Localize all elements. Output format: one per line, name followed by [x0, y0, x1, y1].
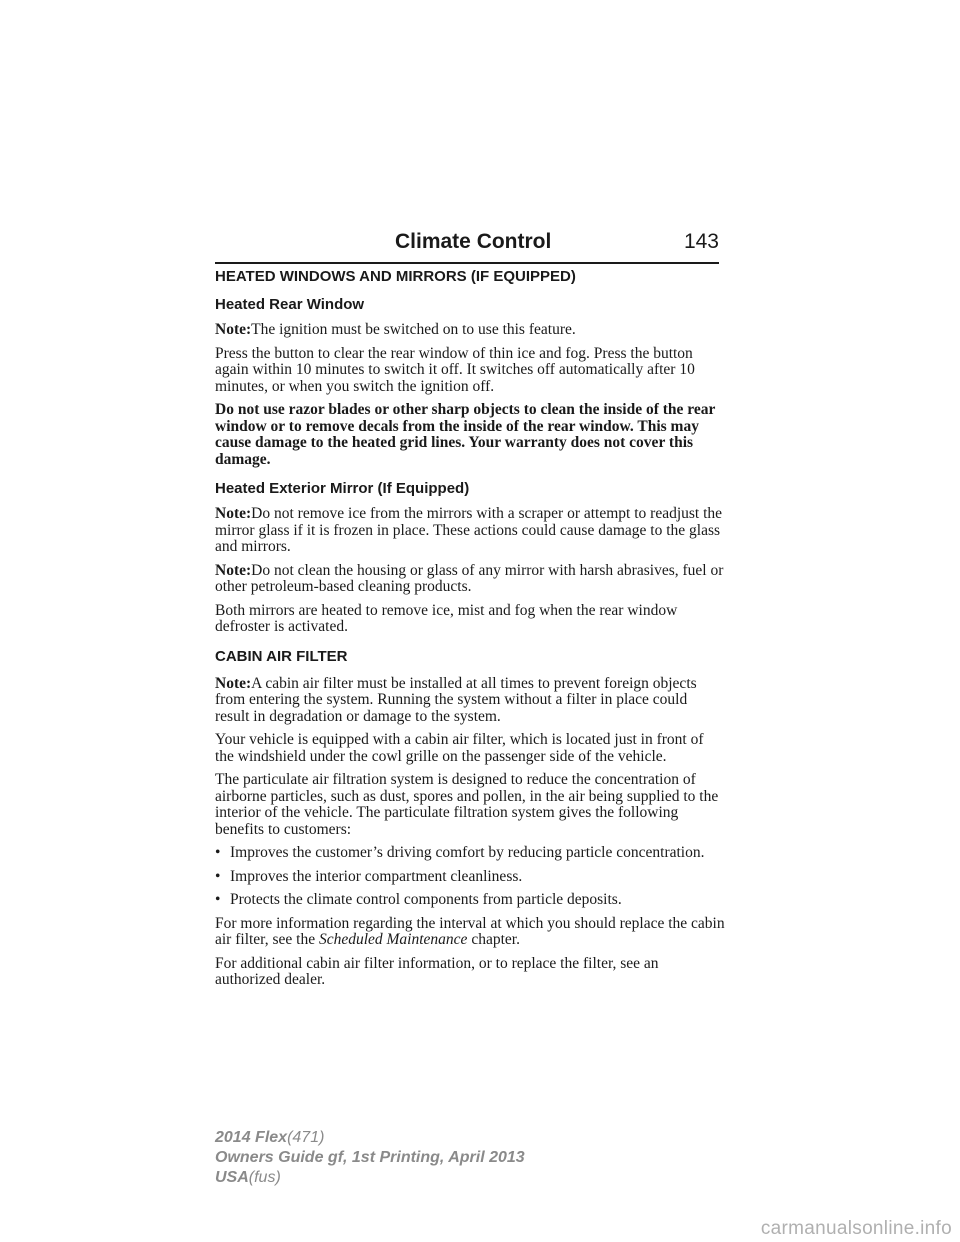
paragraph-filtration-system: The particulate air filtration system is designed to reduce the concentration of airborne particles, such as dust, spores and pollen, in the air being supplied to the interior of the vehicle. The particulate filtration system gives the following benefits to customers:: [215, 771, 719, 838]
benefits-list: [215, 845, 725, 909]
note-text: Do not remove ice from the mirrors with a scraper or attempt to readjust the mirror glass if it is frozen in place. These actions could cause damage to the glass and mirrors.: [215, 505, 723, 555]
list-item-text: Improves the customer’s driving comfort by reducing particle concentration.: [230, 844, 705, 861]
list-item: [215, 892, 725, 909]
footer-market-code: (fus): [248, 1169, 281, 1186]
text-start: For more information regarding the interval at which you should replace the cabin air filter, see the: [215, 914, 725, 948]
note-label: Note:: [215, 321, 252, 338]
note-harsh-abrasives: [215, 563, 725, 596]
note-text: A cabin air filter must be installed at all times to prevent foreign objects from entering the system. Running the system without a filter in place could result in degradation or damage to the system.: [215, 674, 697, 725]
footer-line-guide: Owners Guide gf, 1st Printing, April 2013: [215, 1149, 525, 1166]
page-content: [215, 268, 725, 996]
section-heading-cabin-air-filter: CABIN AIR FILTER: [215, 647, 348, 665]
subheading-heated-rear-window: Heated Rear Window: [215, 296, 365, 313]
note-filter-installed: [215, 676, 725, 726]
chapter-reference: Scheduled Maintenance: [318, 931, 468, 948]
warning-razor-blades: Do not use razor blades or other sharp objects to clean the inside of the rear window or to remove decals from the inside of the rear window. This may cause damage to the heated grid lines. Your warranty does not cover this damage.: [215, 401, 716, 468]
bullet-icon: •: [215, 844, 221, 861]
note-text: The ignition must be switched on to use this feature.: [251, 321, 576, 338]
page-number: 143: [683, 230, 719, 253]
section-heading-heated-windows: HEATED WINDOWS AND MIRRORS (IF EQUIPPED): [215, 268, 576, 285]
footer-market: USA: [215, 1169, 249, 1186]
text-end: chapter.: [471, 931, 520, 948]
paragraph-filter-location: Your vehicle is equipped with a cabin air filter, which is located just in front of the windshield under the cowl grille on the passenger side of the vehicle.: [215, 731, 704, 765]
list-item: [215, 845, 725, 862]
list-item: [215, 869, 725, 886]
paragraph-mirrors-heated: Both mirrors are heated to remove ice, mist and fog when the rear window defroster is activated.: [215, 601, 678, 635]
footer-model: 2014 Flex: [215, 1129, 288, 1146]
paragraph-scheduled-maintenance: [215, 916, 725, 949]
footer-line-market: [215, 1168, 715, 1188]
note-text: Do not clean the housing or glass of any mirror with harsh abrasives, fuel or other petroleum-based cleaning products.: [215, 561, 724, 595]
page-header: [215, 228, 719, 264]
note-ignition: [215, 322, 725, 339]
chapter-title: Climate Control: [395, 230, 552, 253]
paragraph-authorized-dealer: For additional cabin air filter information, or to replace the filter, see an authorized dealer.: [215, 954, 659, 988]
bullet-icon: •: [215, 891, 221, 908]
note-label: Note:: [215, 674, 252, 692]
note-label: Note:: [215, 561, 252, 579]
note-ice-scraper: [215, 506, 725, 556]
page-footer: [215, 1128, 715, 1188]
bullet-icon: •: [215, 867, 221, 885]
footer-model-code: (471): [287, 1129, 325, 1146]
subheading-heated-exterior-mirror: Heated Exterior Mirror (If Equipped): [215, 480, 470, 497]
watermark: carmanualsonline.info: [760, 1218, 952, 1239]
list-item-text: Protects the climate control components from particle deposits.: [230, 891, 622, 908]
footer-line-model: [215, 1128, 715, 1148]
note-label: Note:: [215, 505, 252, 522]
paragraph-rear-window: Press the button to clear the rear window of thin ice and fog. Press the button again within 10 minutes to switch it off. It switches off automatically after 10 minutes, or when you switch the ignition off.: [215, 344, 695, 395]
list-item-text: Improves the interior compartment cleanliness.: [230, 867, 523, 885]
